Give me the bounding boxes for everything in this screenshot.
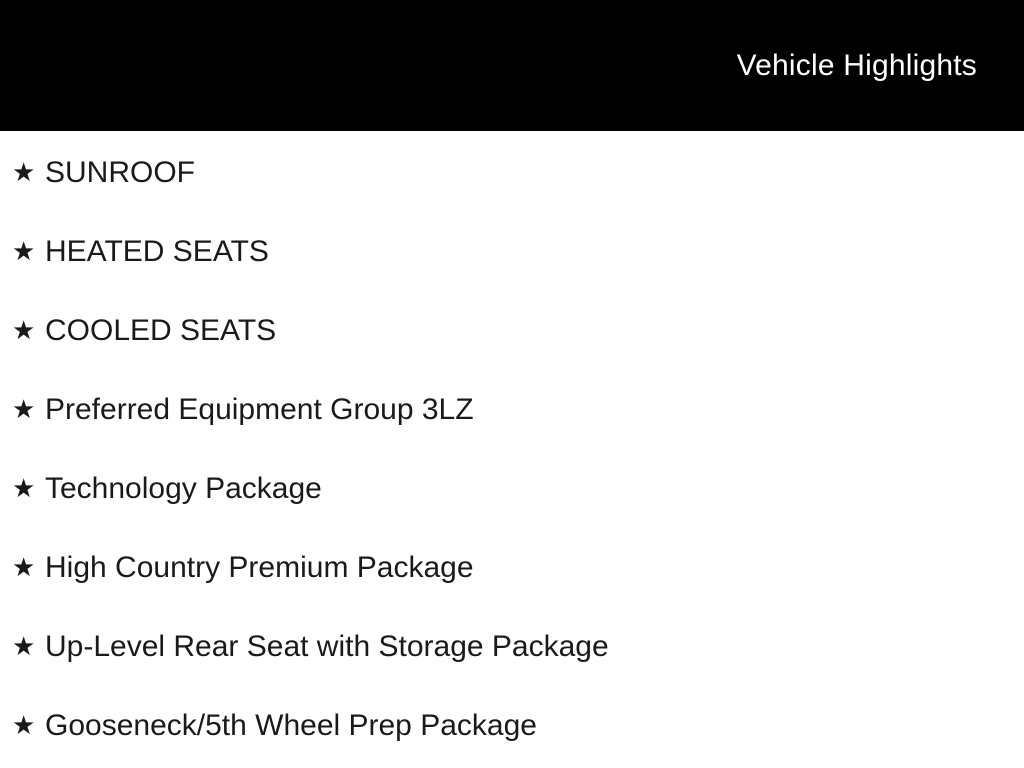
header-bar bbox=[0, 0, 1024, 131]
highlight-item bbox=[0, 528, 1024, 607]
highlight-item bbox=[0, 291, 1024, 370]
highlight-label: Technology Package bbox=[45, 471, 322, 505]
highlight-item bbox=[0, 133, 1024, 212]
highlight-label: HEATED SEATS bbox=[45, 234, 269, 268]
highlight-item bbox=[0, 370, 1024, 449]
page-title: Vehicle Highlights bbox=[736, 48, 977, 82]
highlight-label: SUNROOF bbox=[45, 155, 195, 189]
highlight-item bbox=[0, 212, 1024, 291]
highlight-label: Preferred Equipment Group 3LZ bbox=[45, 392, 474, 426]
highlight-item bbox=[0, 607, 1024, 686]
highlight-item bbox=[0, 449, 1024, 528]
star-icon: ★ bbox=[12, 157, 36, 188]
highlights-list bbox=[0, 131, 1024, 768]
star-icon: ★ bbox=[12, 473, 36, 504]
star-icon: ★ bbox=[12, 315, 36, 346]
star-icon: ★ bbox=[12, 552, 36, 583]
star-icon: ★ bbox=[12, 394, 36, 425]
highlight-label: COOLED SEATS bbox=[45, 313, 277, 347]
highlight-label: Gooseneck/5th Wheel Prep Package bbox=[45, 708, 537, 742]
highlight-label: Up-Level Rear Seat with Storage Package bbox=[45, 629, 609, 663]
highlight-label: High Country Premium Package bbox=[45, 550, 474, 584]
star-icon: ★ bbox=[12, 710, 36, 741]
highlight-item bbox=[0, 686, 1024, 765]
star-icon: ★ bbox=[12, 631, 36, 662]
star-icon: ★ bbox=[12, 236, 36, 267]
